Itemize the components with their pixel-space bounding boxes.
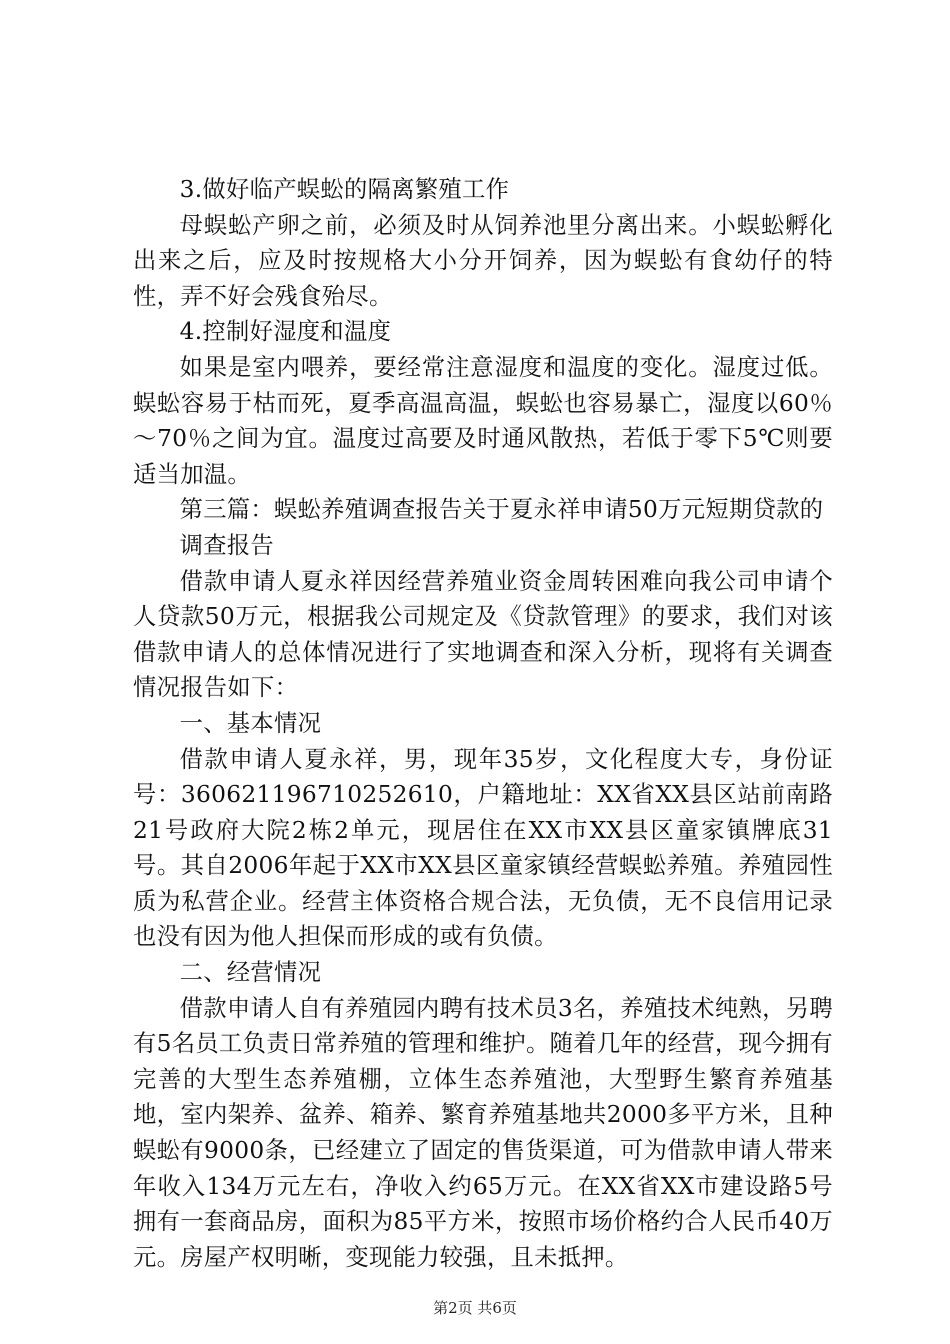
section-heading-operation: 二、经营情况 <box>179 959 322 987</box>
paragraph-intro: 借款申请人夏永祥因经营养殖业资金周转困难向我公司申请个人贷款50万元，根据我公司规定及《贷款管理》的要求，我们对该借款申请人的总体情况进行了实地调查和深入分析，现将有关调查情况报告如下： <box>133 567 833 702</box>
chapter-title: 第三篇：蜈蚣养殖调查报告关于夏永祥申请50万元短期贷款的 <box>179 496 824 524</box>
paragraph-basic: 借款申请人夏永祥，男，现年35岁，文化程度大专，身份证号：360621196710252610，户籍地址：XX省XX县区站前南路21号政府大院2栋2单元，现居住在XX市XX县区童家镇牌底31号。其自2006年起于XX市XX县区童家镇经营蜈蚣养殖。养殖园性质为私营企业。经营主体资格合规合法，无负债，无不良信用记录也没有因为他人担保而形成的或有负债。 <box>133 745 833 951</box>
section-heading-isolation: 3.做好临产蜈蚣的隔离繁殖工作 <box>179 176 510 203</box>
section-heading-humidity: 4.控制好湿度和温度 <box>179 318 392 346</box>
paragraph-isolation: 母蜈蚣产卵之前，必须及时从饲养池里分离出来。小蜈蚣孵化出来之后，应及时按规格大小分开饲养，因为蜈蚣有食幼仔的特性，弄不好会残食殆尽。 <box>133 211 833 310</box>
report-title: 调查报告 <box>179 531 274 559</box>
paragraph-operation: 借款申请人自有养殖园内聘有技术员3名，养殖技术纯熟，另聘有5名员工负责日常养殖的管理和维护。随着几年的经营，现今拥有完善的大型生态养殖棚，立体生态养殖池，大型野生繁育养殖基地，室内架养、盆养、箱养、繁育养殖基地共2000多平方米，且种蜈蚣有9000条，已经建立了固定的售货渠道，可为借款申请人带来年收入134万元左右，净收入约65万元。在XX省XX市建设路5号拥有一套商品房，面积为85平方米，按照市场价格约合人民币40万元。房屋产权明晰，变现能力较强，且未抵押。 <box>133 994 833 1271</box>
page-footer: 第2页 共6页 <box>433 1299 517 1317</box>
section-heading-basic: 一、基本情况 <box>179 709 322 737</box>
document-body <box>133 172 833 1275</box>
paragraph-humidity: 如果是室内喂养，要经常注意湿度和温度的变化。湿度过低。蜈蚣容易于枯而死，夏季高温高温，蜈蚣也容易暴亡，湿度以60％～70％之间为宜。温度过高要及时通风散热，若低于零下5℃则要适当加温。 <box>133 353 833 488</box>
